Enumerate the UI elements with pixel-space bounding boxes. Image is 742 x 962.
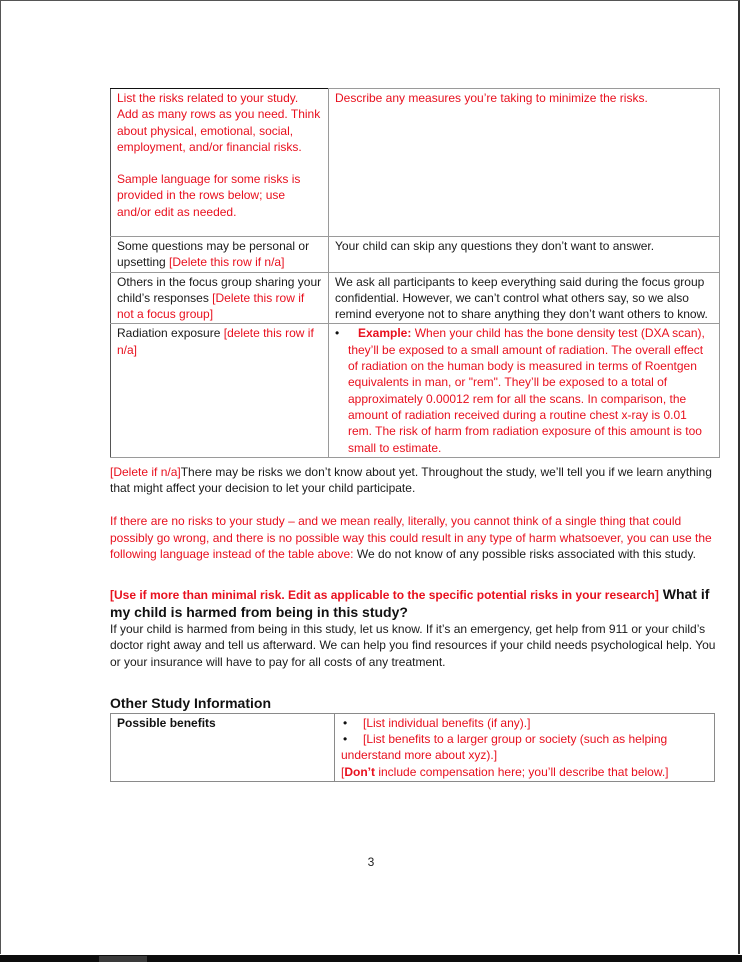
risk-text: Radiation exposure	[117, 326, 224, 341]
no-risks-instruction: If there are no risks to your study – and we mean really, literally, you cannot think of a single thing that could possibly go wrong, and there is no possible way this could result in any type of harm whatsoever, you can use the following language instead of the table above:	[110, 514, 712, 562]
risk-text: Others in the focus group sharing your child’s responses	[117, 274, 322, 305]
measure-cell[interactable]	[329, 272, 720, 324]
table-row	[111, 324, 720, 457]
benefit-text: [List benefits to a larger group or society (such as helping understand more about xyz).]	[341, 732, 668, 763]
measures-instruction: Describe any measures you’re taking to minimize the risks.	[335, 91, 648, 105]
benefits-label-cell[interactable]	[111, 713, 335, 781]
compensation-note: [Don’t include compensation here; you’ll describe that below.]	[341, 764, 669, 779]
risks-header-cell[interactable]	[111, 89, 329, 237]
unknown-risks-note: [Delete if n/a]	[110, 464, 181, 479]
bullet-icon: •	[343, 715, 348, 730]
dont-emphasis: Don’t	[344, 764, 375, 779]
harm-section	[110, 586, 720, 621]
unknown-risks-paragraph	[110, 464, 720, 497]
risk-cell[interactable]	[111, 237, 329, 273]
benefits-label: Possible benefits	[117, 715, 216, 730]
risk-cell[interactable]	[111, 324, 329, 457]
list-item	[341, 731, 708, 764]
table-row	[111, 237, 720, 273]
bullet-icon: •	[335, 326, 340, 341]
risk-text: Some questions may be personal or upsetting	[117, 239, 310, 270]
measure-bullet-item	[335, 325, 713, 455]
horizontal-scrollbar-thumb[interactable]	[99, 956, 147, 962]
other-info-title: Other Study Information	[110, 694, 271, 711]
benefits-content-cell[interactable]	[335, 713, 715, 781]
risk-cell[interactable]	[111, 272, 329, 324]
list-item	[341, 715, 708, 731]
no-risks-paragraph	[110, 513, 720, 562]
page-number: 3	[367, 855, 375, 869]
harm-note: [Use if more than minimal risk. Edit as applicable to the specific potential risks in your research]	[110, 588, 659, 603]
measure-text: When your child has the bone density test (DXA scan), they’ll be exposed to a small amount of radiation. The overall effect of radiation on the human body is measured in terms of Roentgen equivalents in man, or "rem". They’ll be exposed to a total of approximately 0.00012 rem for all the scans. In comparison, the amount of radiation received during a routine chest x-ray is 0.01 rem. The risk of harm from radiation exposure of this amount is too small to estimate.	[348, 326, 705, 455]
benefits-table	[110, 713, 715, 782]
harm-paragraph: If your child is harmed from being in this study, let us know. If it’s an emergency, get help from 911 or your child’s doctor right away and tell us afterward. We can help you find resources if your child needs psychological help. You or your insurance will have to pay for all costs of any treatment.	[110, 621, 716, 669]
benefit-text: [List individual benefits (if any).]	[363, 715, 531, 730]
risks-table	[110, 88, 720, 458]
measures-header-cell[interactable]	[329, 89, 720, 237]
risk-note: [Delete this row if not a focus group]	[117, 290, 305, 322]
measure-cell[interactable]	[329, 324, 720, 457]
page-content	[110, 88, 720, 782]
measure-text: We ask all participants to keep everything said during the focus group confidential. However, we can’t control what others say, so we also remind everyone not to share anything they don’t want others to know.	[335, 274, 708, 322]
bullet-icon: •	[343, 732, 348, 747]
unknown-risks-text: There may be risks we don’t know about yet. Throughout the study, we’ll tell you if we learn anything that might affect your decision to let your child participate.	[110, 464, 712, 496]
risk-note: [delete this row if n/a]	[117, 326, 314, 357]
no-risks-text: We do not know of any possible risks associated with this study.	[353, 547, 696, 562]
table-row	[111, 713, 715, 781]
risks-table-header-row	[111, 89, 720, 237]
risks-instruction: List the risks related to your study. Add as many rows as you need. Think about physical, emotional, social, employment, and/or financial risks.	[117, 91, 321, 154]
risk-note: [Delete this row if n/a]	[169, 255, 285, 270]
risks-sample-note: Sample language for some risks is provided in the rows below; use and/or edit as needed.	[117, 172, 301, 219]
example-label: Example:	[358, 326, 412, 341]
table-row	[111, 272, 720, 324]
measure-cell[interactable]	[329, 237, 720, 273]
taskbar-strip	[0, 955, 742, 962]
measure-text: Your child can skip any questions they don’t want to answer.	[335, 239, 655, 253]
harm-heading: What if my child is harmed from being in this study?	[110, 586, 710, 620]
